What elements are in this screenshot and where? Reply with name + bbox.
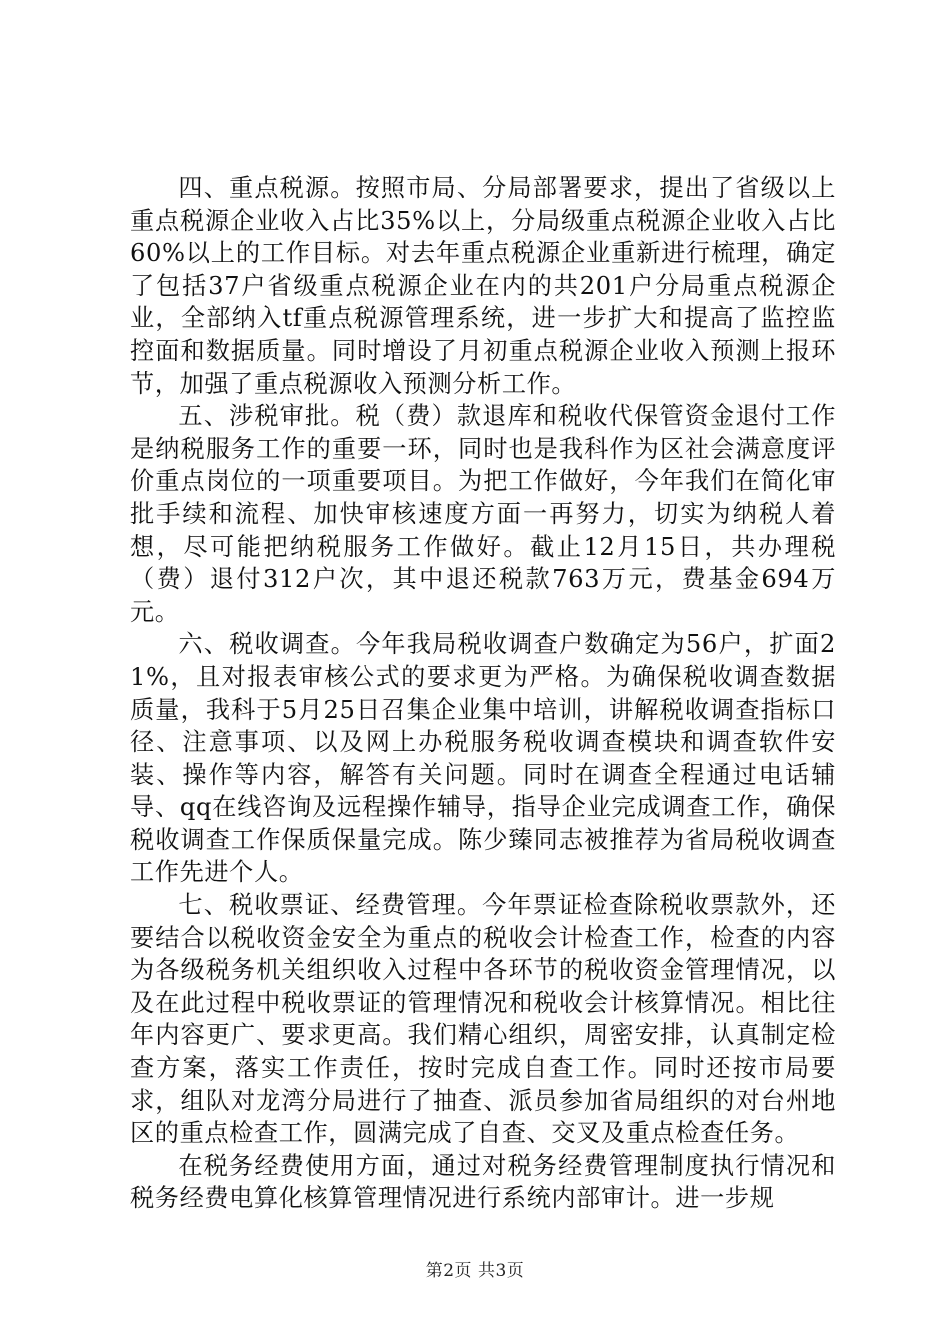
paragraph-tax-receipts-funds: 七、税收票证、经费管理。今年票证检查除税收票款外，还要结合以税收资金安全为重点的税收会计检查工作，检查的内容为各级税务机关组织收入过程中各环节的税收资金管理情况，以及在此过程中税收票证的管理情况和税收会计核算情况。相比往年内容更广、要求更高。我们精心组织，周密安排，认真制定检查方案，落实工作责任，按时完成自查工作。同时还按市局要求，组队对龙湾分局进行了抽查、派员参加省局组织的对台州地区的重点检查工作，圆满完成了自查、交叉及重点检查任务。 (130, 891, 836, 1148)
paragraph-tax-approval: 五、涉税审批。税（费）款退库和税收代保管资金退付工作是纳税服务工作的重要一环，同时也是我科作为区社会满意度评价重点岗位的一项重要项目。为把工作做好，今年我们在简化审批手续和流程、加快审核速度方面一再努力，切实为纳税人着想，尽可能把纳税服务工作做好。截止12月15日，共办理税（费）退付312户次，其中退还税款763万元，费基金694万元。 (130, 402, 836, 626)
paragraph-key-tax-sources: 四、重点税源。按照市局、分局部署要求，提出了省级以上重点税源企业收入占比35%以上，分局级重点税源企业收入占比60%以上的工作目标。对去年重点税源企业重新进行梳理，确定了包括37户省级重点税源企业在内的共201户分局重点税源企业，全部纳入tf重点税源管理系统，进一步扩大和提高了监控监控面和数据质量。同时增设了月初重点税源企业收入预测上报环节，加强了重点税源收入预测分析工作。 (130, 174, 836, 398)
paragraph-tax-survey: 六、税收调查。今年我局税收调查户数确定为56户，扩面21%，且对报表审核公式的要求更为严格。为确保税收调查数据质量，我科于5月25日召集企业集中培训，讲解税收调查指标口径、注意事项、以及网上办税服务税收调查模块和调查软件安装、操作等内容，解答有关问题。同时在调查全程通过电话辅导、qq在线咨询及远程操作辅导，指导企业完成调查工作，确保税收调查工作保质保量完成。陈少臻同志被推荐为省局税收调查工作先进个人。 (130, 630, 836, 887)
paragraph-funding-usage: 在税务经费使用方面，通过对税务经费管理制度执行情况和税务经费电算化核算管理情况进行系统内部审计。进一步规 (130, 1151, 836, 1213)
document-body (130, 172, 836, 1215)
page-number-footer: 第2页 共3页 (425, 1261, 525, 1281)
